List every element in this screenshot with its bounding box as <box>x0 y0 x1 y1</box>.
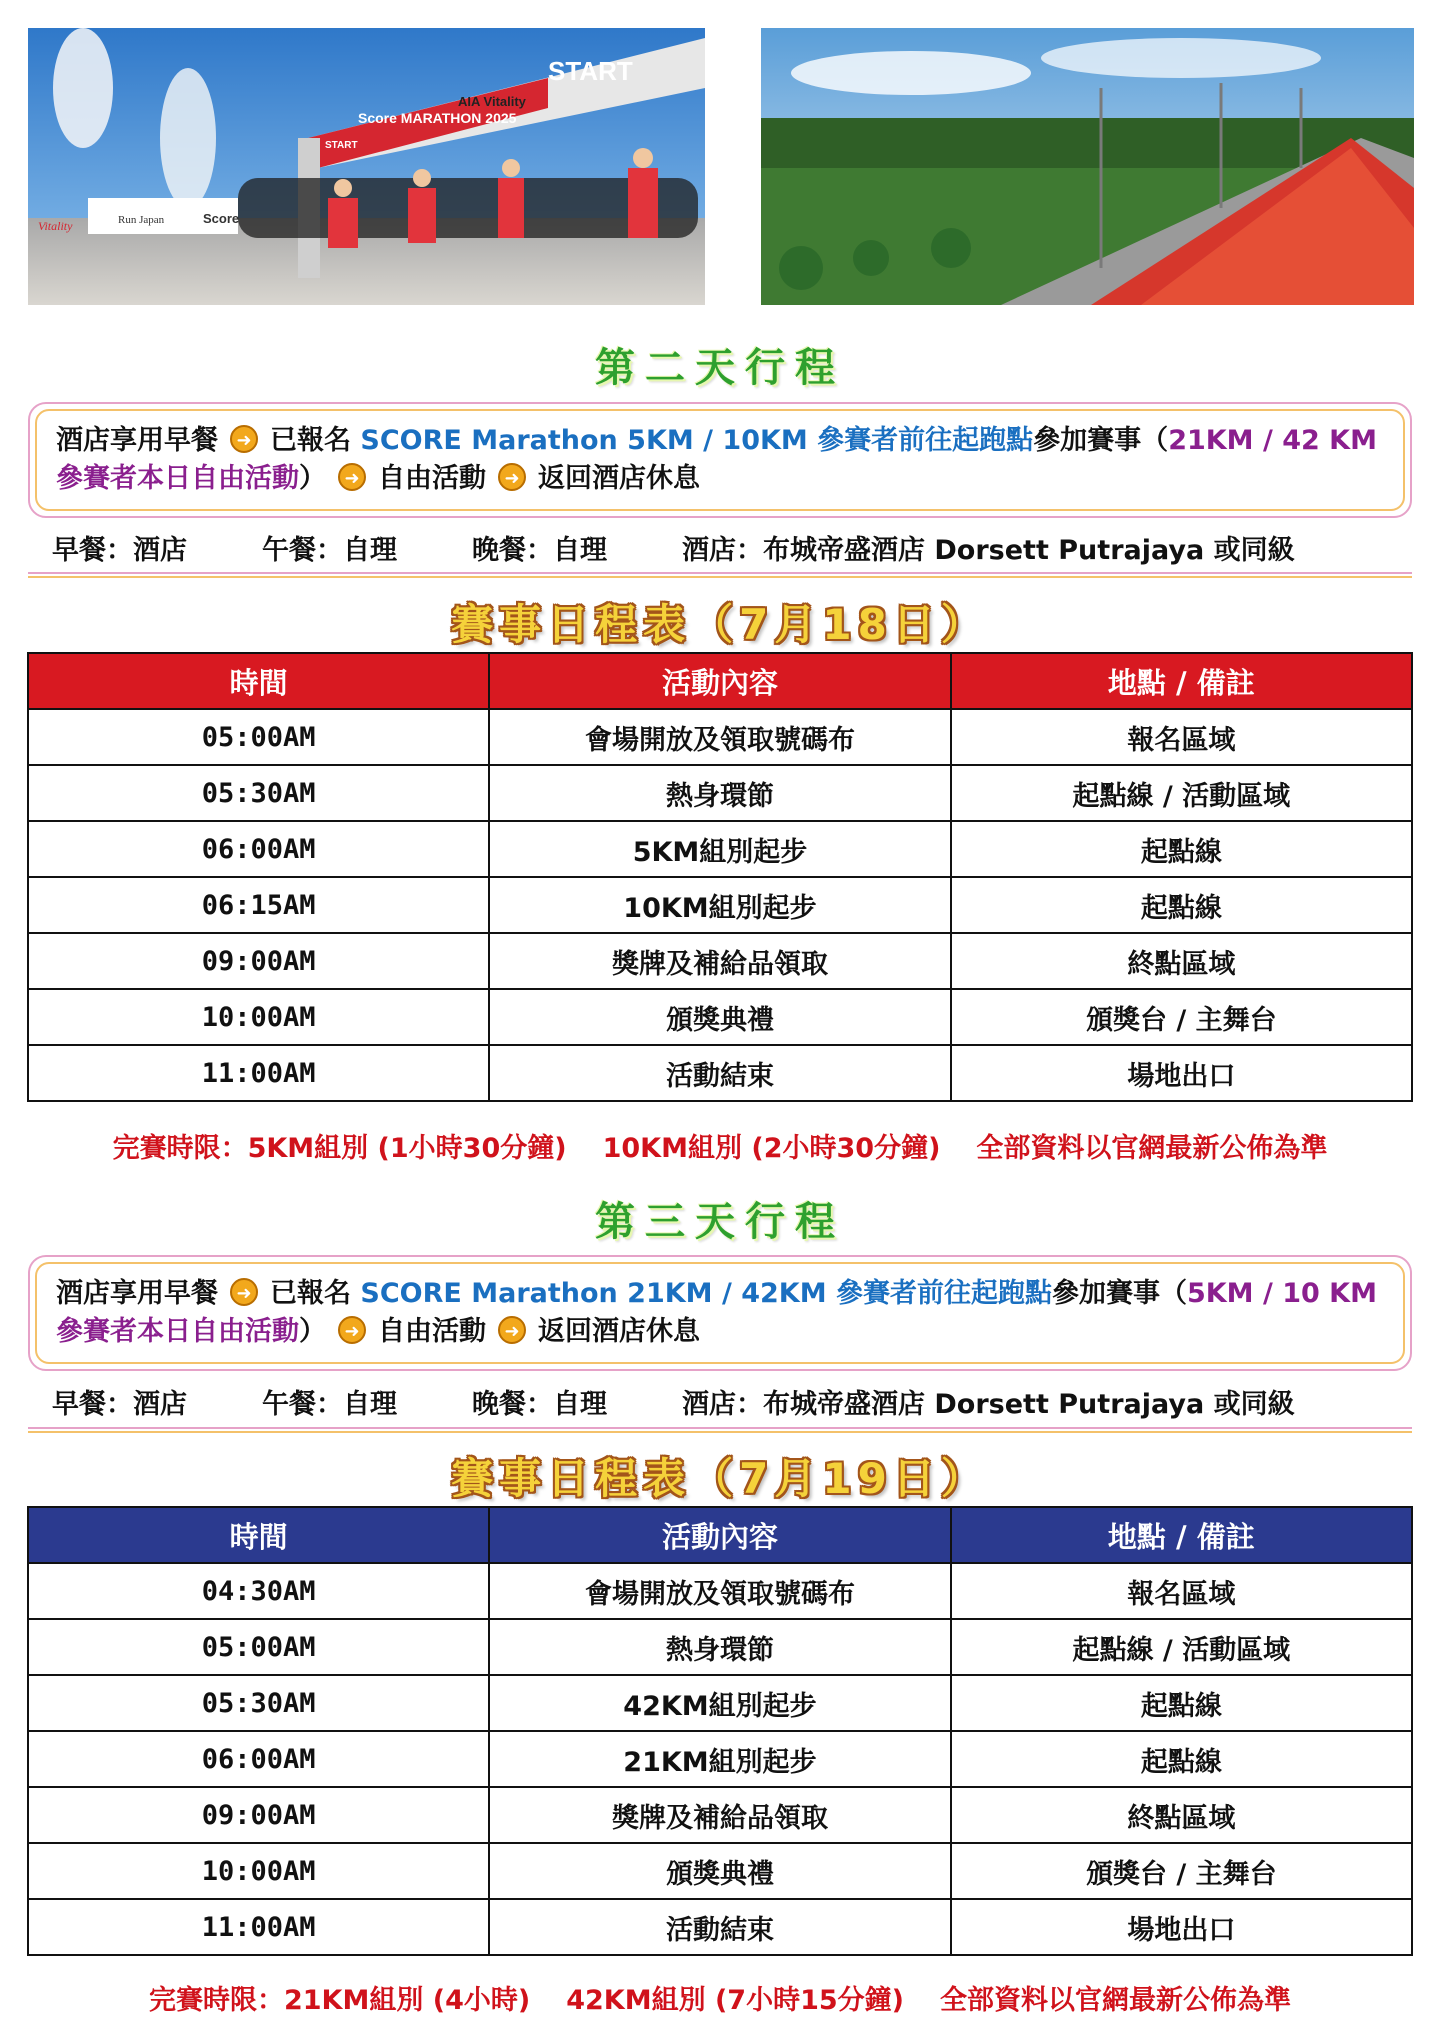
cell-activity: 活動結束 <box>489 1045 950 1101</box>
limit-short: 完賽時限：5KM組別 (1小時30分鐘) <box>112 1133 567 1164</box>
banner-runjapan-text: Run Japan <box>118 214 165 226</box>
table-row <box>28 877 1412 933</box>
cell-activity: 會場開放及領取號碼布 <box>489 709 950 765</box>
day3-time-limit <box>0 1978 1440 2017</box>
cell-location: 頒獎台 / 主舞台 <box>951 1843 1412 1899</box>
arch-sponsor-text: AIA Vitality <box>458 94 526 109</box>
header-time: 時間 <box>28 653 489 709</box>
day3-schedule-title: 賽事日程表（7月19日） <box>451 1454 989 1503</box>
itinerary-return-hotel: 返回酒店休息 <box>538 1316 700 1347</box>
cell-time: 05:30AM <box>28 765 489 821</box>
cell-activity: 頒獎典禮 <box>489 989 950 1045</box>
cell-activity: 21KM組別起步 <box>489 1731 950 1787</box>
cell-activity: 獎牌及補給品領取 <box>489 933 950 989</box>
meal-breakfast: 早餐：酒店 <box>52 535 187 566</box>
cell-location: 起點線 / 活動區域 <box>951 1619 1412 1675</box>
cell-activity: 頒獎典禮 <box>489 1843 950 1899</box>
arrow-right-icon: ➜ <box>498 1316 526 1344</box>
cell-activity: 獎牌及補給品領取 <box>489 1787 950 1843</box>
cell-time: 05:00AM <box>28 709 489 765</box>
cell-time: 11:00AM <box>28 1045 489 1101</box>
cell-activity: 42KM組別起步 <box>489 1675 950 1731</box>
limit-note: 全部資料以官網最新公佈為準 <box>940 1985 1292 2016</box>
day2-itinerary-text <box>56 422 1388 498</box>
day2-schedule-title: 賽事日程表（7月18日） <box>451 600 989 649</box>
day3-schedule-table <box>27 1506 1413 1956</box>
itinerary-return-hotel: 返回酒店休息 <box>538 463 700 494</box>
cell-location: 起點線 <box>951 877 1412 933</box>
cell-location: 起點線 <box>951 821 1412 877</box>
cell-activity: 熱身環節 <box>489 1619 950 1675</box>
table-row <box>28 1675 1412 1731</box>
limit-note: 全部資料以官網最新公佈為準 <box>976 1133 1328 1164</box>
header-activity: 活動內容 <box>489 653 950 709</box>
day2-meals <box>52 528 1295 567</box>
meal-dinner: 晚餐：自理 <box>472 535 607 566</box>
arrow-right-icon: ➜ <box>338 463 366 491</box>
cell-time: 05:30AM <box>28 1675 489 1731</box>
cell-location: 起點線 / 活動區域 <box>951 765 1412 821</box>
header-time: 時間 <box>28 1507 489 1563</box>
cell-location: 報名區域 <box>951 1563 1412 1619</box>
cell-location: 場地出口 <box>951 1899 1412 1955</box>
table-row <box>28 1787 1412 1843</box>
cell-location: 報名區域 <box>951 709 1412 765</box>
arrow-right-icon: ➜ <box>498 463 526 491</box>
meal-breakfast: 早餐：酒店 <box>52 1389 187 1420</box>
cell-time: 09:00AM <box>28 933 489 989</box>
cell-time: 10:00AM <box>28 989 489 1045</box>
itinerary-free-activity: 自由活動 <box>378 463 486 494</box>
day2-divider <box>28 572 1412 578</box>
table-row <box>28 765 1412 821</box>
day2-schedule-table <box>27 652 1413 1102</box>
itinerary-join-race: 參加賽事（ <box>1051 1278 1187 1309</box>
cell-location: 起點線 <box>951 1675 1412 1731</box>
itinerary-registered: 已報名 <box>270 425 351 456</box>
itinerary-race-participants: SCORE Marathon 21KM / 42KM 參賽者前往起跑點 <box>360 1278 1052 1309</box>
day3-itinerary-text <box>56 1275 1388 1351</box>
itinerary-join-race: 參加賽事（ <box>1033 425 1169 456</box>
table-row <box>28 1563 1412 1619</box>
itinerary-free-activity: 自由活動 <box>378 1316 486 1347</box>
cell-location: 起點線 <box>951 1731 1412 1787</box>
arch-brand-text: Score MARATHON 2025 <box>358 110 517 126</box>
arrow-right-icon: ➜ <box>338 1316 366 1344</box>
arch-left-text: START <box>325 140 358 151</box>
table-header-row <box>28 1507 1412 1563</box>
header-activity: 活動內容 <box>489 1507 950 1563</box>
itinerary-paren-close: ） <box>299 1316 326 1347</box>
meal-dinner: 晚餐：自理 <box>472 1389 607 1420</box>
meal-lunch: 午餐：自理 <box>262 535 397 566</box>
limit-long: 42KM組別 (7小時15分鐘) <box>566 1985 905 2016</box>
cell-activity: 10KM組別起步 <box>489 877 950 933</box>
table-row <box>28 989 1412 1045</box>
cell-time: 11:00AM <box>28 1899 489 1955</box>
table-row <box>28 709 1412 765</box>
cell-location: 終點區域 <box>951 933 1412 989</box>
cell-time: 06:15AM <box>28 877 489 933</box>
limit-long: 10KM組別 (2小時30分鐘) <box>602 1133 941 1164</box>
cell-activity: 活動結束 <box>489 1899 950 1955</box>
cell-time: 04:30AM <box>28 1563 489 1619</box>
table-row <box>28 1843 1412 1899</box>
table-row <box>28 1045 1412 1101</box>
marathon-road-photo <box>761 28 1414 305</box>
cell-time: 09:00AM <box>28 1787 489 1843</box>
table-row <box>28 1619 1412 1675</box>
table-row <box>28 1899 1412 1955</box>
itinerary-breakfast: 酒店享用早餐 <box>56 425 218 456</box>
limit-short: 完賽時限：21KM組別 (4小時) <box>148 1985 531 2016</box>
header-location: 地點 / 備註 <box>951 1507 1412 1563</box>
day3-title: 第三天行程 <box>595 1199 845 1245</box>
itinerary-free-participants: 21KM / 42 KM 參賽者本日自由活動 <box>56 425 1377 494</box>
marathon-start-photo <box>28 28 705 305</box>
day2-itinerary-box <box>28 402 1412 518</box>
cell-time: 06:00AM <box>28 1731 489 1787</box>
day2-time-limit <box>0 1126 1440 1165</box>
arrow-right-icon: ➜ <box>230 425 258 453</box>
arrow-right-icon: ➜ <box>230 1278 258 1306</box>
table-header-row <box>28 653 1412 709</box>
table-row <box>28 821 1412 877</box>
cell-activity: 會場開放及領取號碼布 <box>489 1563 950 1619</box>
itinerary-paren-close: ） <box>299 463 326 494</box>
day3-meals <box>52 1382 1295 1421</box>
cell-activity: 熱身環節 <box>489 765 950 821</box>
day2-title: 第二天行程 <box>595 345 845 391</box>
table-row <box>28 1731 1412 1787</box>
cell-location: 頒獎台 / 主舞台 <box>951 989 1412 1045</box>
itinerary-race-participants: SCORE Marathon 5KM / 10KM 參賽者前往起跑點 <box>360 425 1034 456</box>
table-row <box>28 933 1412 989</box>
itinerary-breakfast: 酒店享用早餐 <box>56 1278 218 1309</box>
cell-location: 終點區域 <box>951 1787 1412 1843</box>
day3-divider <box>28 1427 1412 1433</box>
header-location: 地點 / 備註 <box>951 653 1412 709</box>
cell-location: 場地出口 <box>951 1045 1412 1101</box>
banner-score-text: Score <box>203 211 240 226</box>
meal-lunch: 午餐：自理 <box>262 1389 397 1420</box>
cell-activity: 5KM組別起步 <box>489 821 950 877</box>
banner-vitality-text: Vitality <box>38 219 73 233</box>
itinerary-registered: 已報名 <box>270 1278 351 1309</box>
itinerary-free-participants: 5KM / 10 KM 參賽者本日自由活動 <box>56 1278 1377 1347</box>
cell-time: 10:00AM <box>28 1843 489 1899</box>
arch-start-text: START <box>548 56 633 86</box>
cell-time: 06:00AM <box>28 821 489 877</box>
day3-itinerary-box <box>28 1255 1412 1371</box>
meal-hotel: 酒店：布城帝盛酒店 Dorsett Putrajaya 或同級 <box>682 535 1295 566</box>
cell-time: 05:00AM <box>28 1619 489 1675</box>
meal-hotel: 酒店：布城帝盛酒店 Dorsett Putrajaya 或同級 <box>682 1389 1295 1420</box>
